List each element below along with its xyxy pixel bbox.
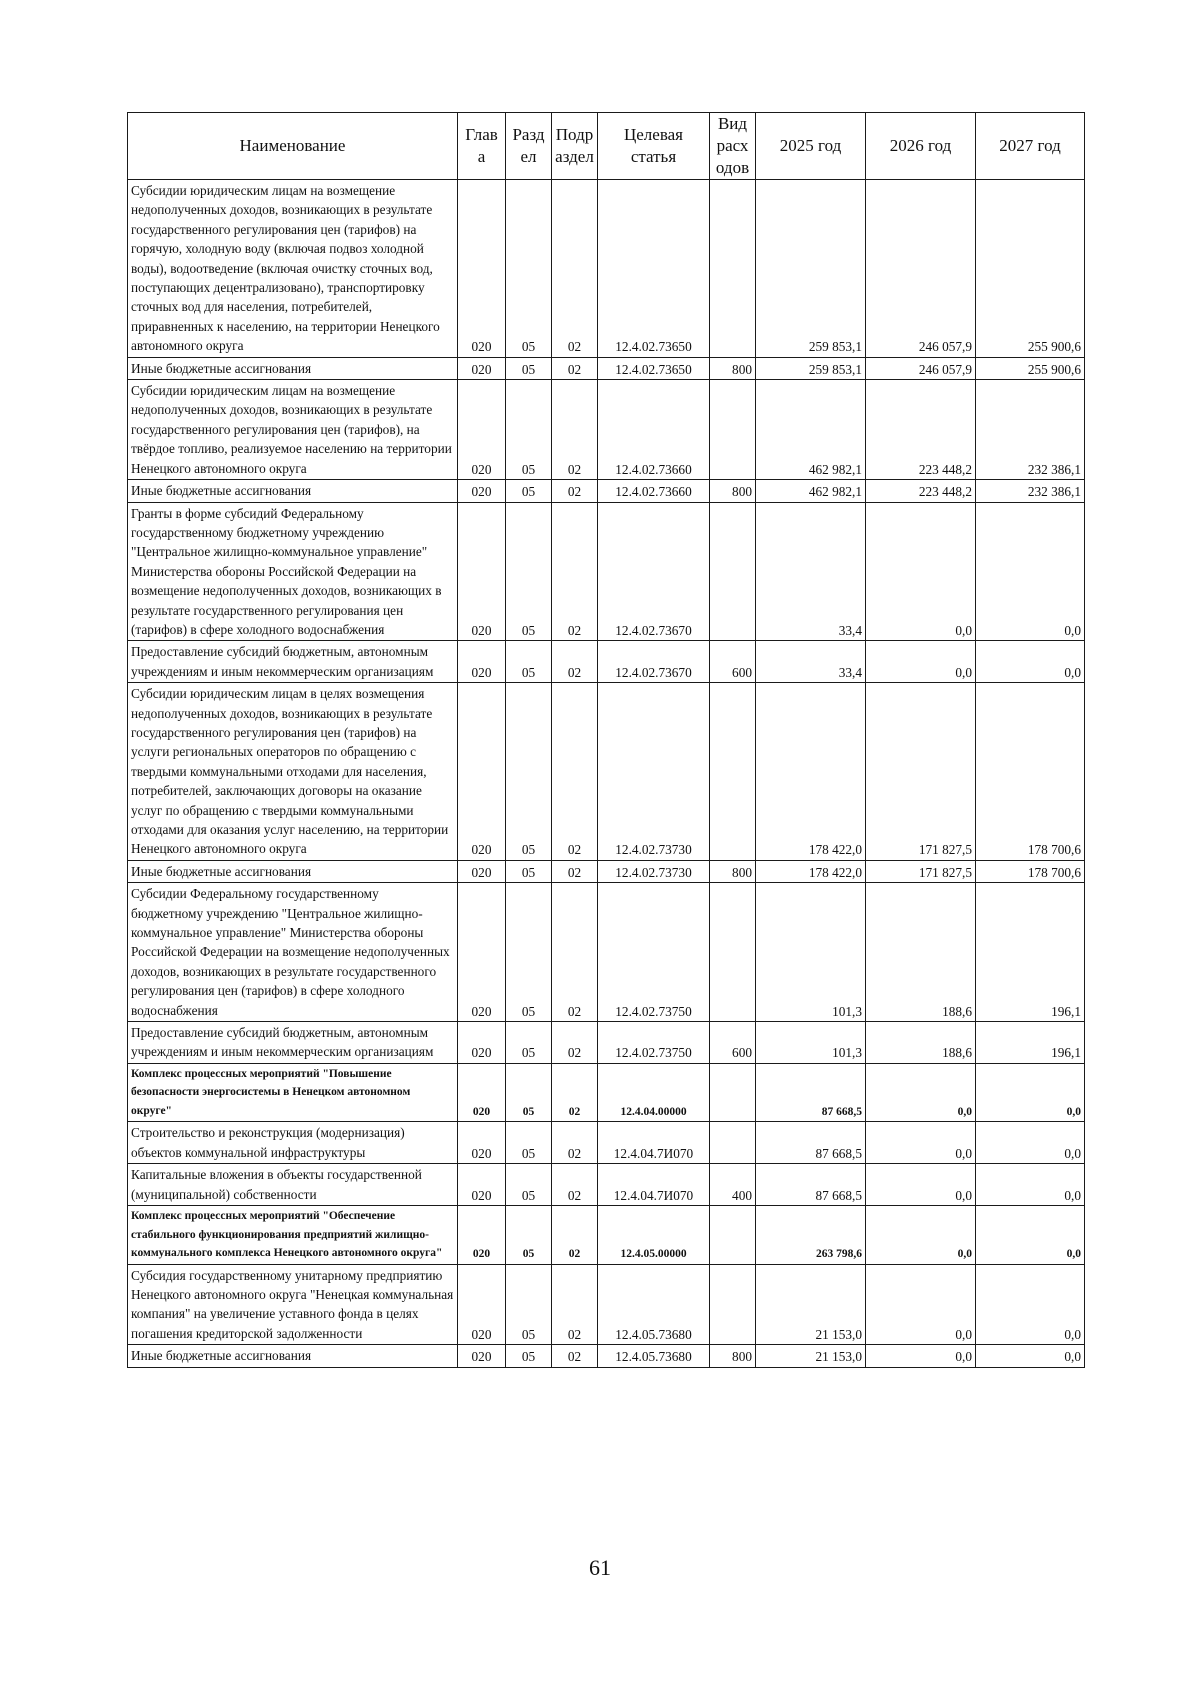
cell-y2025: 87 668,5 xyxy=(756,1122,866,1164)
budget-table xyxy=(127,112,1085,1368)
table-row xyxy=(128,1122,1085,1164)
cell-y2027: 0,0 xyxy=(976,1264,1085,1345)
cell-vid xyxy=(710,180,756,358)
cell-razdel: 05 xyxy=(506,180,552,358)
header-2027: 2027 год xyxy=(976,113,1085,180)
cell-vid xyxy=(710,1264,756,1345)
cell-name: Гранты в форме субсидий Федеральному государственному бюджетному учреждению "Центральное жилищно-коммунальное управление" Министерства обороны Российской Федерации на возмещение недополученных доходов, возникающих в результате государственного регулирования цен (тарифов) в сфере холодного водоснабжения xyxy=(128,502,458,641)
cell-y2026: 171 827,5 xyxy=(866,683,976,861)
cell-razdel: 05 xyxy=(506,883,552,1022)
cell-y2026: 0,0 xyxy=(866,1264,976,1345)
cell-podrazdel: 02 xyxy=(552,641,598,683)
cell-name: Иные бюджетные ассигнования xyxy=(128,1345,458,1367)
cell-vid xyxy=(710,1063,756,1122)
cell-y2025: 462 982,1 xyxy=(756,380,866,480)
cell-razdel: 05 xyxy=(506,1206,552,1265)
header-celevaya: Целевая статья xyxy=(598,113,710,180)
cell-podrazdel: 02 xyxy=(552,357,598,379)
cell-y2025: 178 422,0 xyxy=(756,683,866,861)
cell-celevaya: 12.4.05.73680 xyxy=(598,1345,710,1367)
table-row xyxy=(128,883,1085,1022)
cell-celevaya: 12.4.04.7И070 xyxy=(598,1122,710,1164)
cell-celevaya: 12.4.02.73750 xyxy=(598,1022,710,1064)
cell-razdel: 05 xyxy=(506,502,552,641)
cell-podrazdel: 02 xyxy=(552,1164,598,1206)
table-row xyxy=(128,357,1085,379)
cell-vid xyxy=(710,683,756,861)
cell-celevaya: 12.4.05.73680 xyxy=(598,1264,710,1345)
cell-name: Капитальные вложения в объекты государственной (муниципальной) собственности xyxy=(128,1164,458,1206)
cell-celevaya: 12.4.02.73730 xyxy=(598,683,710,861)
cell-celevaya: 12.4.02.73670 xyxy=(598,502,710,641)
cell-celevaya: 12.4.04.7И070 xyxy=(598,1164,710,1206)
cell-podrazdel: 02 xyxy=(552,683,598,861)
cell-vid: 800 xyxy=(710,357,756,379)
cell-razdel: 05 xyxy=(506,683,552,861)
cell-razdel: 05 xyxy=(506,860,552,882)
cell-y2026: 0,0 xyxy=(866,1164,976,1206)
cell-y2027: 255 900,6 xyxy=(976,357,1085,379)
cell-y2027: 178 700,6 xyxy=(976,683,1085,861)
cell-name: Субсидии юридическим лицам на возмещение недополученных доходов, возникающих в результате государственного регулирования цен (тарифов), на твёрдое топливо, реализуемое населению на территории Ненецкого автономного округа xyxy=(128,380,458,480)
cell-name: Комплекс процессных мероприятий "Обеспечение стабильного функционирования предприятий жилищно-коммунального комплекса Ненецкого автономного округа" xyxy=(128,1206,458,1265)
table-row xyxy=(128,1345,1085,1367)
table-body xyxy=(128,180,1085,1368)
table-row xyxy=(128,480,1085,502)
cell-celevaya: 12.4.02.73660 xyxy=(598,480,710,502)
cell-glava: 020 xyxy=(458,1122,506,1164)
budget-table-container xyxy=(127,112,1084,1368)
table-row xyxy=(128,180,1085,358)
cell-razdel: 05 xyxy=(506,357,552,379)
cell-name: Иные бюджетные ассигнования xyxy=(128,480,458,502)
cell-y2027: 0,0 xyxy=(976,1122,1085,1164)
cell-glava: 020 xyxy=(458,683,506,861)
cell-y2027: 232 386,1 xyxy=(976,380,1085,480)
cell-y2026: 223 448,2 xyxy=(866,480,976,502)
cell-y2025: 33,4 xyxy=(756,502,866,641)
header-2025: 2025 год xyxy=(756,113,866,180)
cell-glava: 020 xyxy=(458,1345,506,1367)
cell-vid xyxy=(710,1122,756,1164)
table-row xyxy=(128,683,1085,861)
cell-name: Субсидии Федеральному государственному бюджетному учреждению "Центральное жилищно-коммунальное управление" Министерства обороны Российской Федерации на возмещение недополученных доходов, возникающих в результате государственного регулирования цен (тарифов) в сфере холодного водоснабжения xyxy=(128,883,458,1022)
table-row xyxy=(128,1206,1085,1265)
cell-y2027: 178 700,6 xyxy=(976,860,1085,882)
table-row xyxy=(128,1022,1085,1064)
cell-y2027: 196,1 xyxy=(976,1022,1085,1064)
cell-y2025: 87 668,5 xyxy=(756,1164,866,1206)
cell-y2027: 0,0 xyxy=(976,1063,1085,1122)
cell-podrazdel: 02 xyxy=(552,860,598,882)
cell-glava: 020 xyxy=(458,380,506,480)
page-number: 61 xyxy=(589,1555,611,1580)
cell-podrazdel: 02 xyxy=(552,380,598,480)
cell-y2026: 246 057,9 xyxy=(866,357,976,379)
cell-name: Иные бюджетные ассигнования xyxy=(128,860,458,882)
cell-podrazdel: 02 xyxy=(552,180,598,358)
table-row xyxy=(128,502,1085,641)
cell-y2026: 246 057,9 xyxy=(866,180,976,358)
cell-celevaya: 12.4.02.73650 xyxy=(598,180,710,358)
cell-y2026: 188,6 xyxy=(866,1022,976,1064)
cell-podrazdel: 02 xyxy=(552,1022,598,1064)
cell-name: Строительство и реконструкция (модернизация) объектов коммунальной инфраструктуры xyxy=(128,1122,458,1164)
cell-podrazdel: 02 xyxy=(552,1264,598,1345)
cell-y2026: 0,0 xyxy=(866,502,976,641)
cell-y2026: 223 448,2 xyxy=(866,380,976,480)
header-glava: Глав а xyxy=(458,113,506,180)
cell-y2027: 0,0 xyxy=(976,502,1085,641)
cell-podrazdel: 02 xyxy=(552,1345,598,1367)
cell-celevaya: 12.4.04.00000 xyxy=(598,1063,710,1122)
cell-vid: 600 xyxy=(710,641,756,683)
cell-glava: 020 xyxy=(458,1022,506,1064)
cell-name: Предоставление субсидий бюджетным, автономным учреждениям и иным некоммерческим организациям xyxy=(128,1022,458,1064)
header-razdel: Разд ел xyxy=(506,113,552,180)
cell-podrazdel: 02 xyxy=(552,480,598,502)
cell-celevaya: 12.4.02.73650 xyxy=(598,357,710,379)
cell-razdel: 05 xyxy=(506,480,552,502)
cell-glava: 020 xyxy=(458,860,506,882)
cell-y2025: 101,3 xyxy=(756,883,866,1022)
cell-y2025: 263 798,6 xyxy=(756,1206,866,1265)
cell-razdel: 05 xyxy=(506,1022,552,1064)
cell-y2027: 255 900,6 xyxy=(976,180,1085,358)
cell-glava: 020 xyxy=(458,883,506,1022)
cell-y2027: 0,0 xyxy=(976,1164,1085,1206)
cell-celevaya: 12.4.05.00000 xyxy=(598,1206,710,1265)
cell-razdel: 05 xyxy=(506,1164,552,1206)
cell-y2025: 21 153,0 xyxy=(756,1345,866,1367)
cell-glava: 020 xyxy=(458,1206,506,1265)
cell-celevaya: 12.4.02.73660 xyxy=(598,380,710,480)
cell-y2027: 232 386,1 xyxy=(976,480,1085,502)
cell-razdel: 05 xyxy=(506,1264,552,1345)
cell-glava: 020 xyxy=(458,357,506,379)
cell-y2027: 196,1 xyxy=(976,883,1085,1022)
table-row xyxy=(128,1164,1085,1206)
table-row xyxy=(128,860,1085,882)
cell-razdel: 05 xyxy=(506,1122,552,1164)
cell-y2025: 178 422,0 xyxy=(756,860,866,882)
cell-y2027: 0,0 xyxy=(976,1206,1085,1265)
cell-podrazdel: 02 xyxy=(552,883,598,1022)
cell-razdel: 05 xyxy=(506,1345,552,1367)
cell-y2025: 101,3 xyxy=(756,1022,866,1064)
cell-podrazdel: 02 xyxy=(552,1122,598,1164)
cell-y2027: 0,0 xyxy=(976,641,1085,683)
header-2026: 2026 год xyxy=(866,113,976,180)
cell-y2025: 462 982,1 xyxy=(756,480,866,502)
cell-glava: 020 xyxy=(458,1264,506,1345)
cell-y2026: 0,0 xyxy=(866,1206,976,1265)
cell-vid: 800 xyxy=(710,480,756,502)
cell-y2026: 0,0 xyxy=(866,641,976,683)
cell-podrazdel: 02 xyxy=(552,1206,598,1265)
cell-podrazdel: 02 xyxy=(552,1063,598,1122)
cell-glava: 020 xyxy=(458,480,506,502)
cell-y2025: 259 853,1 xyxy=(756,180,866,358)
cell-y2026: 171 827,5 xyxy=(866,860,976,882)
table-row xyxy=(128,380,1085,480)
cell-celevaya: 12.4.02.73730 xyxy=(598,860,710,882)
header-podrazdel: Подр аздел xyxy=(552,113,598,180)
table-row xyxy=(128,1063,1085,1122)
cell-y2025: 21 153,0 xyxy=(756,1264,866,1345)
cell-y2025: 33,4 xyxy=(756,641,866,683)
cell-name: Субсидии юридическим лицам в целях возмещения недополученных доходов, возникающих в результате государственного регулирования цен (тарифов) на услуги региональных операторов по обращению с твердыми коммунальными отходами для населения, потребителей, заключающих договоры на оказание услуг по обращению с твердыми коммунальными отходами для оказания услуг населению, на территории Ненецкого автономного округа xyxy=(128,683,458,861)
table-header-row xyxy=(128,113,1085,180)
cell-razdel: 05 xyxy=(506,380,552,480)
cell-name: Иные бюджетные ассигнования xyxy=(128,357,458,379)
cell-vid: 800 xyxy=(710,860,756,882)
cell-y2026: 0,0 xyxy=(866,1345,976,1367)
cell-y2026: 0,0 xyxy=(866,1063,976,1122)
cell-y2027: 0,0 xyxy=(976,1345,1085,1367)
cell-y2025: 87 668,5 xyxy=(756,1063,866,1122)
cell-glava: 020 xyxy=(458,1063,506,1122)
cell-razdel: 05 xyxy=(506,1063,552,1122)
table-row xyxy=(128,1264,1085,1345)
cell-vid xyxy=(710,1206,756,1265)
cell-y2025: 259 853,1 xyxy=(756,357,866,379)
cell-glava: 020 xyxy=(458,641,506,683)
cell-celevaya: 12.4.02.73670 xyxy=(598,641,710,683)
cell-glava: 020 xyxy=(458,502,506,641)
cell-glava: 020 xyxy=(458,1164,506,1206)
header-name: Наименование xyxy=(128,113,458,180)
cell-y2026: 188,6 xyxy=(866,883,976,1022)
cell-name: Субсидии юридическим лицам на возмещение недополученных доходов, возникающих в результате государственного регулирования цен (тарифов) на горячую, холодную воду (включая подвоз холодной воды), водоотведение (включая очистку сточных вод, поступающих децентрализовано), транспортировку сточных вод для населения, потребителей, приравненных к населению, на территории Ненецкого автономного округа xyxy=(128,180,458,358)
cell-vid: 600 xyxy=(710,1022,756,1064)
table-row xyxy=(128,641,1085,683)
cell-celevaya: 12.4.02.73750 xyxy=(598,883,710,1022)
cell-vid: 400 xyxy=(710,1164,756,1206)
cell-name: Предоставление субсидий бюджетным, автономным учреждениям и иным некоммерческим организациям xyxy=(128,641,458,683)
cell-name: Субсидия государственному унитарному предприятию Ненецкого автономного округа "Ненецкая коммунальная компания" на увеличение уставного фонда в целях погашения кредиторской задолженности xyxy=(128,1264,458,1345)
cell-vid xyxy=(710,883,756,1022)
header-vid: Вид расх одов xyxy=(710,113,756,180)
cell-razdel: 05 xyxy=(506,641,552,683)
cell-y2026: 0,0 xyxy=(866,1122,976,1164)
cell-vid: 800 xyxy=(710,1345,756,1367)
cell-vid xyxy=(710,380,756,480)
cell-vid xyxy=(710,502,756,641)
cell-podrazdel: 02 xyxy=(552,502,598,641)
cell-glava: 020 xyxy=(458,180,506,358)
cell-name: Комплекс процессных мероприятий "Повышение безопасности энергосистемы в Ненецком автономном округе" xyxy=(128,1063,458,1122)
